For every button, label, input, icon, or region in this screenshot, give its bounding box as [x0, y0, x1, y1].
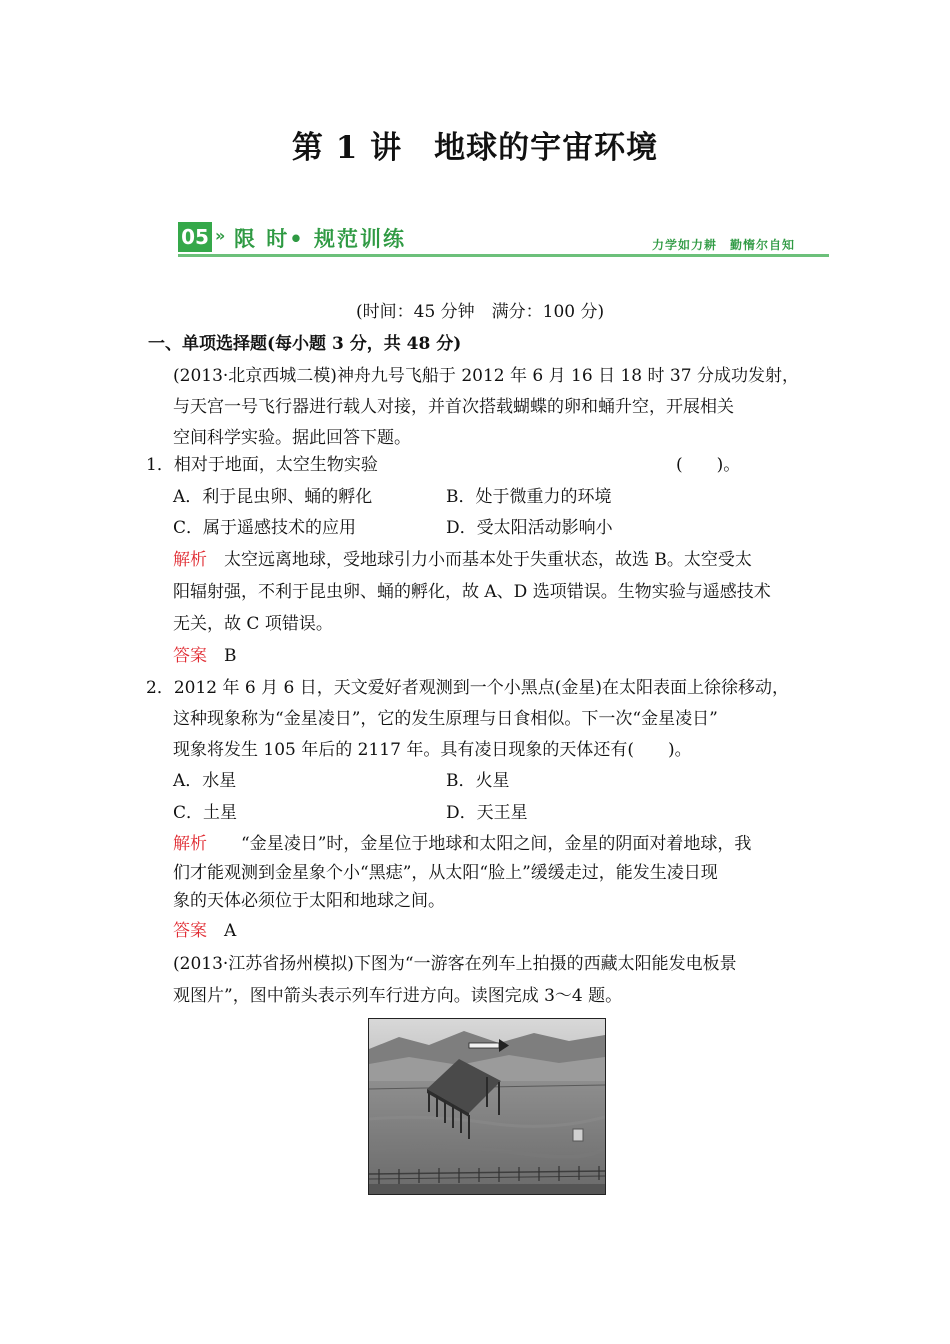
q2-stem-line1: 2．2012 年 6 月 6 日，天文爱好者观测到一个小黑点(金星)在太阳表面上徐徐移动，	[146, 678, 789, 698]
q2-analysis-line3: 象的天体必须位于太阳和地球之间。	[173, 891, 445, 911]
q2-option-d: D．天王星	[446, 803, 528, 823]
answer-label: 答案	[173, 646, 207, 666]
q1-option-a: A．利于昆虫卵、蛹的孵化	[173, 487, 373, 507]
banner-motto: 力学如力耕 勤惰尔自知	[651, 238, 795, 252]
exam-meta: (时间：45 分钟 满分：100 分)	[356, 302, 605, 322]
solar-panel-photo	[368, 1018, 606, 1195]
q1-stem: 1．相对于地面，太空生物实验	[146, 455, 378, 475]
chevron-icon: »	[215, 226, 226, 245]
q1-analysis-line3: 无关，故 C 项错误。	[173, 614, 333, 634]
intro1-line2: 与天宫一号飞行器进行载人对接，并首次搭载蝴蝶的卵和蛹升空，开展相关	[173, 397, 734, 417]
q1-option-d: D．受太阳活动影响小	[446, 518, 613, 538]
q1-analysis-line2: 阳辐射强，不利于昆虫卵、蛹的孵化，故 A、D 选项错误。生物实验与遥感技术	[173, 582, 771, 602]
analysis-label: 解析	[173, 550, 207, 570]
analysis-label: 解析	[173, 834, 207, 854]
intro1-source: (2013·北京西城二模)	[173, 366, 337, 386]
photo-illustration	[369, 1019, 605, 1194]
answer-label: 答案	[173, 921, 207, 941]
q2-answer: 答案 A	[173, 921, 237, 941]
q1-analysis-line1: 解析 太空远离地球，受地球引力小而基本处于失重状态，故选 B。太空受太	[173, 550, 752, 570]
q2-analysis-line1: 解析 “金星凌日”时，金星位于地球和太阳之间，金星的阴面对着地球，我	[173, 834, 752, 854]
q2-stem-line3: 现象将发生 105 年后的 2117 年。具有凌日现象的天体还有( )。	[173, 740, 692, 760]
section-banner	[178, 222, 829, 258]
page-title: 第 1 讲 地球的宇宙环境	[291, 130, 659, 166]
q2-option-c: C．土星	[173, 803, 238, 823]
q1-bracket: ( )。	[676, 455, 741, 475]
q1-option-c: C．属于遥感技术的应用	[173, 518, 357, 538]
intro2-source: (2013·江苏省扬州模拟)	[173, 954, 354, 974]
intro2-line1: (2013·江苏省扬州模拟)下图为“一游客在列车上拍摄的西藏太阳能发电板景	[173, 954, 737, 974]
intro1-line1: (2013·北京西城二模)神舟九号飞船于 2012 年 6 月 16 日 18 时 37 分成功发射，	[173, 366, 799, 386]
banner-label: 限 时• 规范训练	[234, 227, 407, 251]
banner-badge: 05	[178, 222, 212, 252]
q1-option-b: B．处于微重力的环境	[446, 487, 612, 507]
q1-answer: 答案 B	[173, 646, 237, 666]
q2-option-a: A．水星	[173, 771, 237, 791]
q2-analysis-line2: 们才能观测到金星象个小“黑痣”，从太阳“脸上”缓缓走过，能发生凌日现	[173, 863, 718, 883]
section-heading: 一、单项选择题(每小题 3 分，共 48 分)	[148, 334, 462, 354]
q2-stem-line2: 这种现象称为“金星凌日”，它的发生原理与日食相似。下一次“金星凌日”	[173, 709, 718, 729]
banner-rule	[178, 254, 829, 257]
intro2-line2: 观图片”，图中箭头表示列车行进方向。读图完成 3～4 题。	[173, 986, 623, 1006]
intro1-line3: 空间科学实验。据此回答下题。	[173, 428, 411, 448]
q2-option-b: B．火星	[446, 771, 510, 791]
